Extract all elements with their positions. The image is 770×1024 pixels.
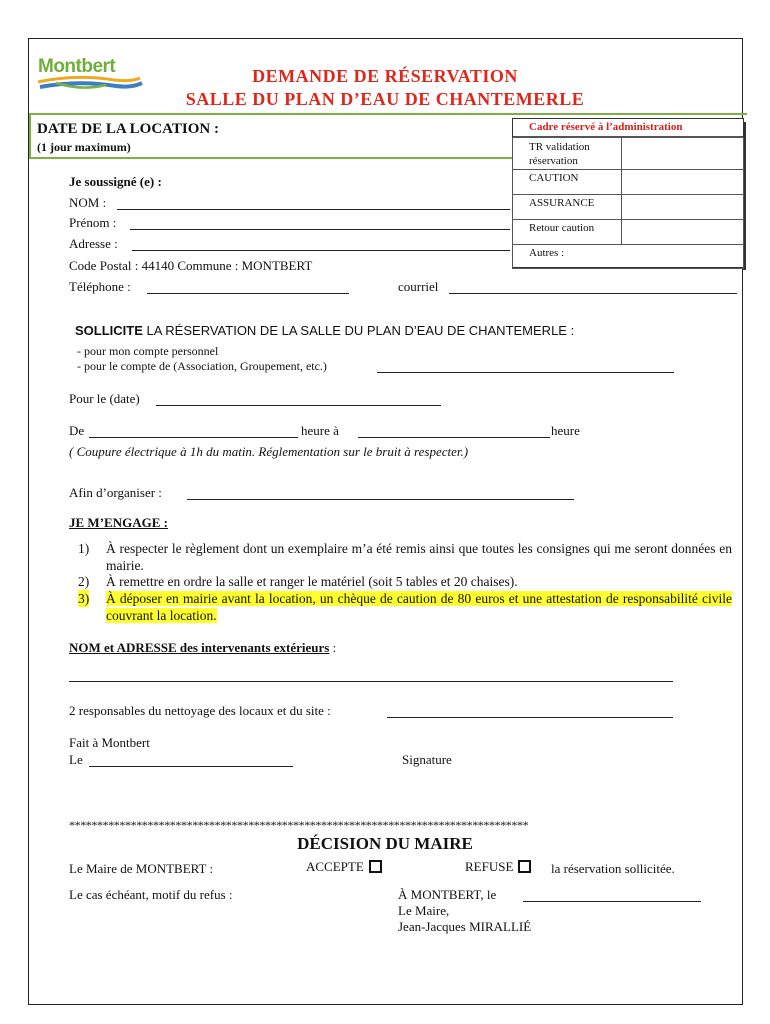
admin-box-title: Cadre réservé à l’administration xyxy=(513,119,743,137)
afin-field[interactable] xyxy=(187,499,574,500)
courriel-label: courriel xyxy=(398,279,439,294)
heure-label: heure xyxy=(551,423,580,438)
adresse-label: Adresse : xyxy=(69,236,118,251)
admin-table xyxy=(512,137,744,269)
admin-row-value[interactable] xyxy=(622,195,744,220)
prenom-field[interactable] xyxy=(130,229,510,230)
mayor-name: Jean-Jacques MIRALLIÉ xyxy=(398,919,532,934)
admin-row-label: Retour caution xyxy=(513,220,622,245)
date-note: (1 jour maximum) xyxy=(37,140,131,154)
applicant-heading: Je soussigné (e) : xyxy=(69,174,162,189)
request-heading-bold: SOLLICITE xyxy=(75,323,143,338)
commitment-item xyxy=(78,540,732,574)
a-montbert-label: À MONTBERT, le xyxy=(398,887,497,902)
commitment-number: 2) xyxy=(78,574,90,589)
telephone-label: Téléphone : xyxy=(69,279,131,294)
prenom-label: Prénom : xyxy=(69,215,117,230)
request-heading-rest: LA RÉSERVATION DE LA SALLE DU PLAN D’EAU DE CHANTEMERLE : xyxy=(142,323,575,338)
signature-label: Signature xyxy=(402,752,452,767)
commitment-number: 3) xyxy=(78,591,90,606)
cleaning-field[interactable] xyxy=(387,717,673,718)
option-personal: - pour mon compte personnel xyxy=(77,344,219,358)
external-heading-colon: : xyxy=(329,640,337,655)
commitment-text: À remettre en ordre la salle et ranger le matériel (soit 5 tables et 20 chaises). xyxy=(106,574,518,589)
accepte-checkbox[interactable] xyxy=(369,860,382,873)
code-postal-commune: Code Postal : 44140 Commune : MONTBERT xyxy=(69,258,313,273)
logo-text: Montbert xyxy=(38,56,116,77)
admin-row-value[interactable] xyxy=(622,220,744,245)
admin-box xyxy=(512,118,744,268)
le-label: Le xyxy=(69,752,83,767)
organization-field[interactable] xyxy=(377,372,674,373)
pour-le-field[interactable] xyxy=(156,405,441,406)
commitment-item xyxy=(78,573,732,590)
power-cut-note: ( Coupure électrique à 1h du matin. Réglementation sur le bruit à respecter.) xyxy=(69,444,469,459)
afin-label: Afin d’organiser : xyxy=(69,485,162,500)
commitment-text: À respecter le règlement dont un exemplaire m’a été remis ainsi que toutes les consignes qui me seront données en mairie. xyxy=(106,541,732,573)
heure-a-label: heure à xyxy=(301,423,339,438)
admin-row-label: ASSURANCE xyxy=(513,195,622,220)
decision-date-field[interactable] xyxy=(523,901,701,902)
external-field[interactable] xyxy=(69,681,673,682)
refuse-option[interactable] xyxy=(465,859,531,875)
page-title-line2: SALLE DU PLAN D’EAU DE CHANTEMERLE xyxy=(185,89,585,109)
cleaning-label: 2 responsables du nettoyage des locaux et du site : xyxy=(69,703,331,718)
motif-label: Le cas échéant, motif du refus : xyxy=(69,887,233,902)
page-title-line1: DEMANDE DE RÉSERVATION xyxy=(252,66,518,86)
external-heading xyxy=(69,640,336,656)
decision-title: DÉCISION DU MAIRE xyxy=(297,834,473,853)
accepte-option[interactable] xyxy=(306,859,382,875)
admin-row-label: TR validation réservation xyxy=(513,138,622,170)
separator-stars: ********************************************************************************** xyxy=(69,818,529,832)
commitment-item-highlighted xyxy=(78,590,732,624)
request-heading xyxy=(75,323,574,338)
pour-le-label: Pour le (date) xyxy=(69,391,140,406)
refuse-label: REFUSE xyxy=(465,859,514,874)
commitment-number: 1) xyxy=(78,541,90,556)
commitments-heading: JE M’ENGAGE : xyxy=(69,515,168,530)
courriel-field[interactable] xyxy=(449,293,737,294)
admin-row-value[interactable] xyxy=(622,138,744,170)
external-heading-text: NOM et ADRESSE des intervenants extérieurs xyxy=(69,640,330,655)
nom-label: NOM : xyxy=(69,195,107,210)
de-label: De xyxy=(69,423,85,438)
admin-row-label: Autres : xyxy=(513,245,744,269)
fait-a-label: Fait à Montbert xyxy=(69,735,150,750)
adresse-field[interactable] xyxy=(132,250,510,251)
telephone-field[interactable] xyxy=(147,293,349,294)
nom-field[interactable] xyxy=(117,209,510,210)
date-label: DATE DE LA LOCATION : xyxy=(37,121,219,137)
refuse-checkbox[interactable] xyxy=(518,860,531,873)
le-maire-label: Le Maire, xyxy=(398,903,450,918)
accepte-label: ACCEPTE xyxy=(306,859,364,874)
end-time-field[interactable] xyxy=(358,437,550,438)
maire-label: Le Maire de MONTBERT : xyxy=(69,861,214,876)
date-signature-field[interactable] xyxy=(89,766,293,767)
start-time-field[interactable] xyxy=(89,437,298,438)
reservation-label: la réservation sollicitée. xyxy=(551,861,675,876)
admin-row-label: CAUTION xyxy=(513,170,622,195)
option-organization: - pour le compte de (Association, Groupement, etc.) xyxy=(77,359,327,373)
admin-row-value[interactable] xyxy=(622,170,744,195)
commitment-text: À déposer en mairie avant la location, un chèque de caution de 80 euros et une attestation de responsabilité civile couvrant la location. xyxy=(106,591,732,623)
